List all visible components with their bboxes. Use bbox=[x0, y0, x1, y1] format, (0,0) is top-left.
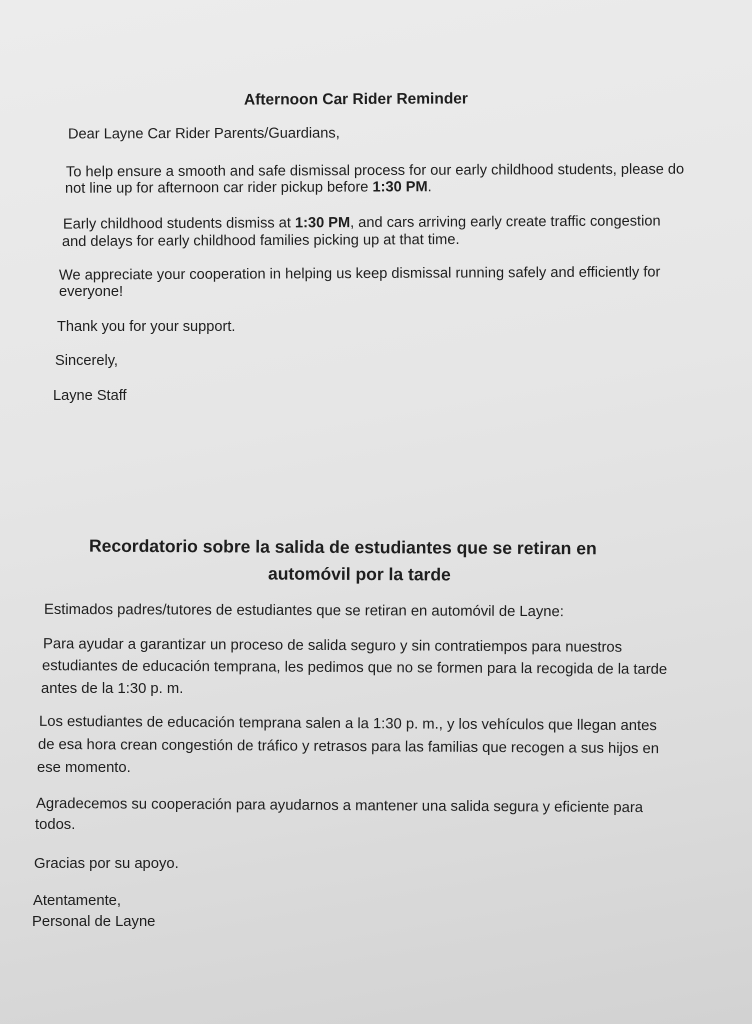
english-thanks: Thank you for your support. bbox=[57, 319, 236, 335]
english-title: Afternoon Car Rider Reminder bbox=[243, 90, 468, 109]
spanish-salutation: Estimados padres/tutores de estudiantes que se retiran en automóvil de Layne: bbox=[43, 601, 564, 621]
spanish-paragraph-2-line-1: Los estudiantes de educación temprana salen a la 1:30 p. m., y los vehículos que llegan antes bbox=[38, 713, 657, 735]
spanish-title-line-2: automóvil por la tarde bbox=[267, 563, 451, 585]
spanish-thanks: Gracias por su apoyo. bbox=[34, 856, 179, 872]
english-salutation: Dear Layne Car Rider Parents/Guardians, bbox=[67, 125, 340, 143]
spanish-paragraph-2-line-2: de esa hora crean congestión de tráfico y retrasos para las familias que recogen a sus hijos en bbox=[37, 736, 660, 758]
spanish-paragraph-1-line-1: Para ayudar a garantizar un proceso de salida seguro y sin contratiempos para nuestros bbox=[42, 636, 623, 656]
english-p1-text: not line up for afternoon car rider pickup before bbox=[64, 179, 373, 197]
english-p1-time: 1:30 PM bbox=[372, 179, 428, 196]
spanish-paragraph-3-line-1: Agradecemos su cooperación para ayudarnos a mantener una salida segura y eficiente para bbox=[35, 795, 644, 817]
english-signature: Layne Staff bbox=[53, 388, 127, 404]
spanish-signature: Personal de Layne bbox=[32, 914, 156, 930]
spanish-paragraph-2-line-3: ese momento. bbox=[37, 760, 131, 776]
english-p2-time: 1:30 PM bbox=[294, 215, 351, 232]
spanish-title-line-1: Recordatorio sobre la salida de estudiantes que se retiran en bbox=[88, 535, 597, 559]
english-p2-text-pre: Early childhood students dismiss at bbox=[62, 215, 296, 233]
english-paragraph-1-line-1: To help ensure a smooth and safe dismissal process for our early childhood students, please do bbox=[65, 161, 685, 181]
spanish-paragraph-3-line-2: todos. bbox=[35, 817, 76, 833]
english-paragraph-3-line-1: We appreciate your cooperation in helping us keep dismissal running safely and efficiently for bbox=[58, 264, 661, 284]
english-paragraph-3-line-2: everyone! bbox=[59, 284, 124, 300]
english-p1-period: . bbox=[427, 179, 432, 196]
spanish-paragraph-1-line-2: estudiantes de educación temprana, les pedimos que no se formen para la recogida de la tarde bbox=[41, 658, 668, 678]
english-paragraph-2-line-2: and delays for early childhood families picking up at that time. bbox=[61, 231, 460, 251]
english-paragraph-2-line-1 bbox=[63, 212, 661, 233]
spanish-closing: Atentamente, bbox=[33, 893, 122, 909]
english-paragraph-1-line-2 bbox=[65, 178, 432, 198]
spanish-paragraph-1-line-3: antes de la 1:30 p. m. bbox=[41, 681, 184, 697]
english-p2-text-post: , and cars arriving early create traffic congestion bbox=[350, 213, 661, 232]
english-closing: Sincerely, bbox=[55, 353, 118, 369]
